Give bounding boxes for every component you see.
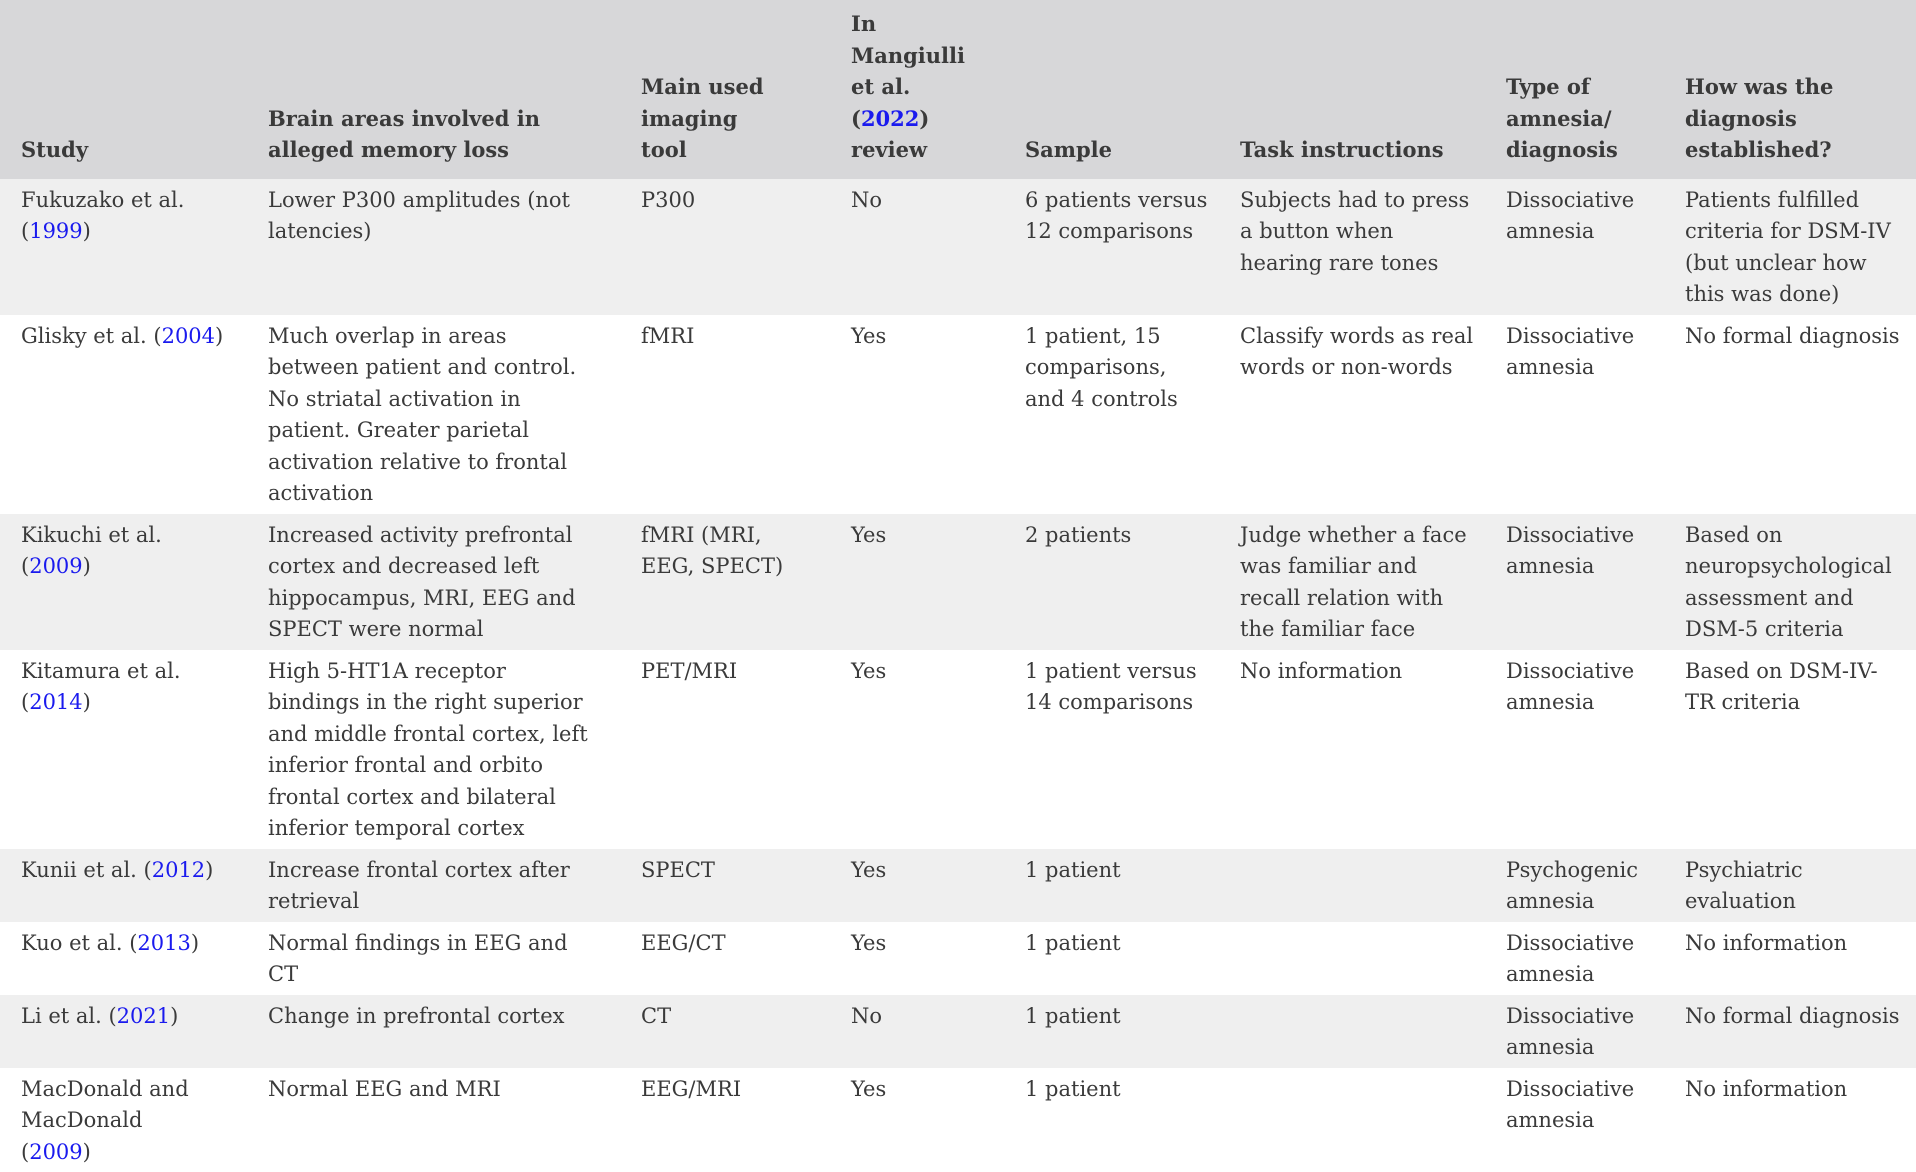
header-review-prefix: In Mangiulli et al. ( — [851, 11, 965, 131]
header-brain-areas: Brain areas involved in alleged memory loss — [247, 0, 620, 179]
cell-brain-areas: Change in prefrontal cortex — [247, 995, 620, 1068]
cell-study — [0, 179, 247, 315]
study-close: ) — [191, 931, 199, 955]
study-close: ) — [215, 324, 223, 348]
cell-diagnosis: Patients fulfilled criteria for DSM-IV (but unclear how this was done) — [1664, 179, 1916, 315]
table-row — [0, 922, 1916, 995]
table-row — [0, 995, 1916, 1068]
cell-review: Yes — [830, 849, 1004, 922]
cell-study — [0, 315, 247, 514]
cell-diagnosis: Based on DSM-IV-TR criteria — [1664, 650, 1916, 849]
cell-sample: 1 patient — [1004, 1068, 1219, 1172]
study-year-link[interactable]: 2009 — [29, 1140, 82, 1164]
header-review-year-link[interactable]: 2022 — [861, 106, 919, 131]
study-year-link[interactable]: 2021 — [117, 1004, 170, 1028]
header-sample: Sample — [1004, 0, 1219, 179]
cell-brain-areas: Increase frontal cortex after retrieval — [247, 849, 620, 922]
cell-review: Yes — [830, 650, 1004, 849]
header-task: Task instructions — [1219, 0, 1485, 179]
cell-task: Judge whether a face was familiar and recall relation with the familiar face — [1219, 514, 1485, 650]
study-close: ) — [83, 690, 91, 714]
header-review-suffix: ) review — [851, 106, 929, 163]
study-year-link[interactable]: 2009 — [29, 554, 82, 578]
study-name: Kunii et al. ( — [21, 858, 152, 882]
table-row — [0, 849, 1916, 922]
cell-sample: 1 patient — [1004, 849, 1219, 922]
cell-review: Yes — [830, 922, 1004, 995]
cell-type: Dissociative amnesia — [1485, 922, 1664, 995]
cell-diagnosis: No formal diagnosis — [1664, 995, 1916, 1068]
cell-type: Dissociative amnesia — [1485, 315, 1664, 514]
study-name: Fukuzako et al. ( — [21, 188, 184, 244]
cell-imaging-tool: P300 — [620, 179, 830, 315]
study-name: Kikuchi et al. ( — [21, 523, 162, 579]
cell-brain-areas: High 5-HT1A receptor bindings in the right superior and middle frontal cortex, left inferior frontal and orbito frontal cortex and bilateral inferior temporal cortex — [247, 650, 620, 849]
cell-study — [0, 849, 247, 922]
study-name: Li et al. ( — [21, 1004, 117, 1028]
cell-type: Dissociative amnesia — [1485, 650, 1664, 849]
cell-review: Yes — [830, 514, 1004, 650]
cell-type: Dissociative amnesia — [1485, 179, 1664, 315]
cell-sample: 2 patients — [1004, 514, 1219, 650]
table-row — [0, 650, 1916, 849]
table-body — [0, 179, 1916, 1172]
cell-review: No — [830, 995, 1004, 1068]
cell-sample: 6 patients versus 12 comparisons — [1004, 179, 1219, 315]
cell-sample: 1 patient — [1004, 922, 1219, 995]
cell-diagnosis: Psychiatric evaluation — [1664, 849, 1916, 922]
study-name: Kitamura et al. ( — [21, 659, 181, 715]
cell-task — [1219, 1068, 1485, 1172]
header-type: Type of amnesia/ diagnosis — [1485, 0, 1664, 179]
study-name: Kuo et al. ( — [21, 931, 137, 955]
cell-brain-areas: Normal findings in EEG and CT — [247, 922, 620, 995]
table-header — [0, 0, 1916, 179]
study-year-link[interactable]: 2012 — [152, 858, 205, 882]
cell-imaging-tool: fMRI — [620, 315, 830, 514]
study-year-link[interactable]: 2004 — [162, 324, 215, 348]
cell-diagnosis: No information — [1664, 922, 1916, 995]
table-row — [0, 179, 1916, 315]
cell-diagnosis: No formal diagnosis — [1664, 315, 1916, 514]
cell-imaging-tool: fMRI (MRI, EEG, SPECT) — [620, 514, 830, 650]
cell-review: No — [830, 179, 1004, 315]
study-year-link[interactable]: 1999 — [29, 219, 82, 243]
cell-type: Dissociative amnesia — [1485, 995, 1664, 1068]
cell-imaging-tool: EEG/MRI — [620, 1068, 830, 1172]
cell-study — [0, 650, 247, 849]
study-close: ) — [83, 219, 91, 243]
study-close: ) — [83, 1140, 91, 1164]
cell-task: Classify words as real words or non-words — [1219, 315, 1485, 514]
cell-review: Yes — [830, 315, 1004, 514]
study-close: ) — [83, 554, 91, 578]
table-row — [0, 315, 1916, 514]
cell-task: No information — [1219, 650, 1485, 849]
cell-type: Dissociative amnesia — [1485, 514, 1664, 650]
cell-brain-areas: Lower P300 amplitudes (not latencies) — [247, 179, 620, 315]
cell-brain-areas: Normal EEG and MRI — [247, 1068, 620, 1172]
cell-sample: 1 patient — [1004, 995, 1219, 1068]
study-close: ) — [205, 858, 213, 882]
table-row — [0, 514, 1916, 650]
cell-task — [1219, 995, 1485, 1068]
cell-imaging-tool: PET/MRI — [620, 650, 830, 849]
cell-task: Subjects had to press a button when hearing rare tones — [1219, 179, 1485, 315]
cell-brain-areas: Increased activity prefrontal cortex and decreased left hippocampus, MRI, EEG and SPECT were normal — [247, 514, 620, 650]
cell-study — [0, 1068, 247, 1172]
header-imaging-tool: Main used imaging tool — [620, 0, 830, 179]
cell-diagnosis: Based on neuropsychological assessment and DSM-5 criteria — [1664, 514, 1916, 650]
cell-imaging-tool: SPECT — [620, 849, 830, 922]
study-name: MacDonald and MacDonald ( — [21, 1077, 189, 1164]
study-close: ) — [170, 1004, 178, 1028]
cell-diagnosis: No information — [1664, 1068, 1916, 1172]
cell-review: Yes — [830, 1068, 1004, 1172]
cell-imaging-tool: CT — [620, 995, 830, 1068]
cell-imaging-tool: EEG/CT — [620, 922, 830, 995]
table-row — [0, 1068, 1916, 1172]
cell-sample: 1 patient, 15 comparisons, and 4 controls — [1004, 315, 1219, 514]
study-name: Glisky et al. ( — [21, 324, 162, 348]
cell-type: Dissociative amnesia — [1485, 1068, 1664, 1172]
header-study: Study — [0, 0, 247, 179]
cell-study — [0, 995, 247, 1068]
header-row — [0, 0, 1916, 179]
cell-task — [1219, 849, 1485, 922]
cell-study — [0, 922, 247, 995]
cell-sample: 1 patient versus 14 comparisons — [1004, 650, 1219, 849]
study-year-link[interactable]: 2014 — [29, 690, 82, 714]
cell-task — [1219, 922, 1485, 995]
cell-brain-areas: Much overlap in areas between patient and control. No striatal activation in patient. Greater parietal activation relative to frontal activation — [247, 315, 620, 514]
study-year-link[interactable]: 2013 — [137, 931, 190, 955]
cell-study — [0, 514, 247, 650]
header-diagnosis: How was the diagnosis established? — [1664, 0, 1916, 179]
header-review — [830, 0, 1004, 179]
cell-type: Psychogenic amnesia — [1485, 849, 1664, 922]
